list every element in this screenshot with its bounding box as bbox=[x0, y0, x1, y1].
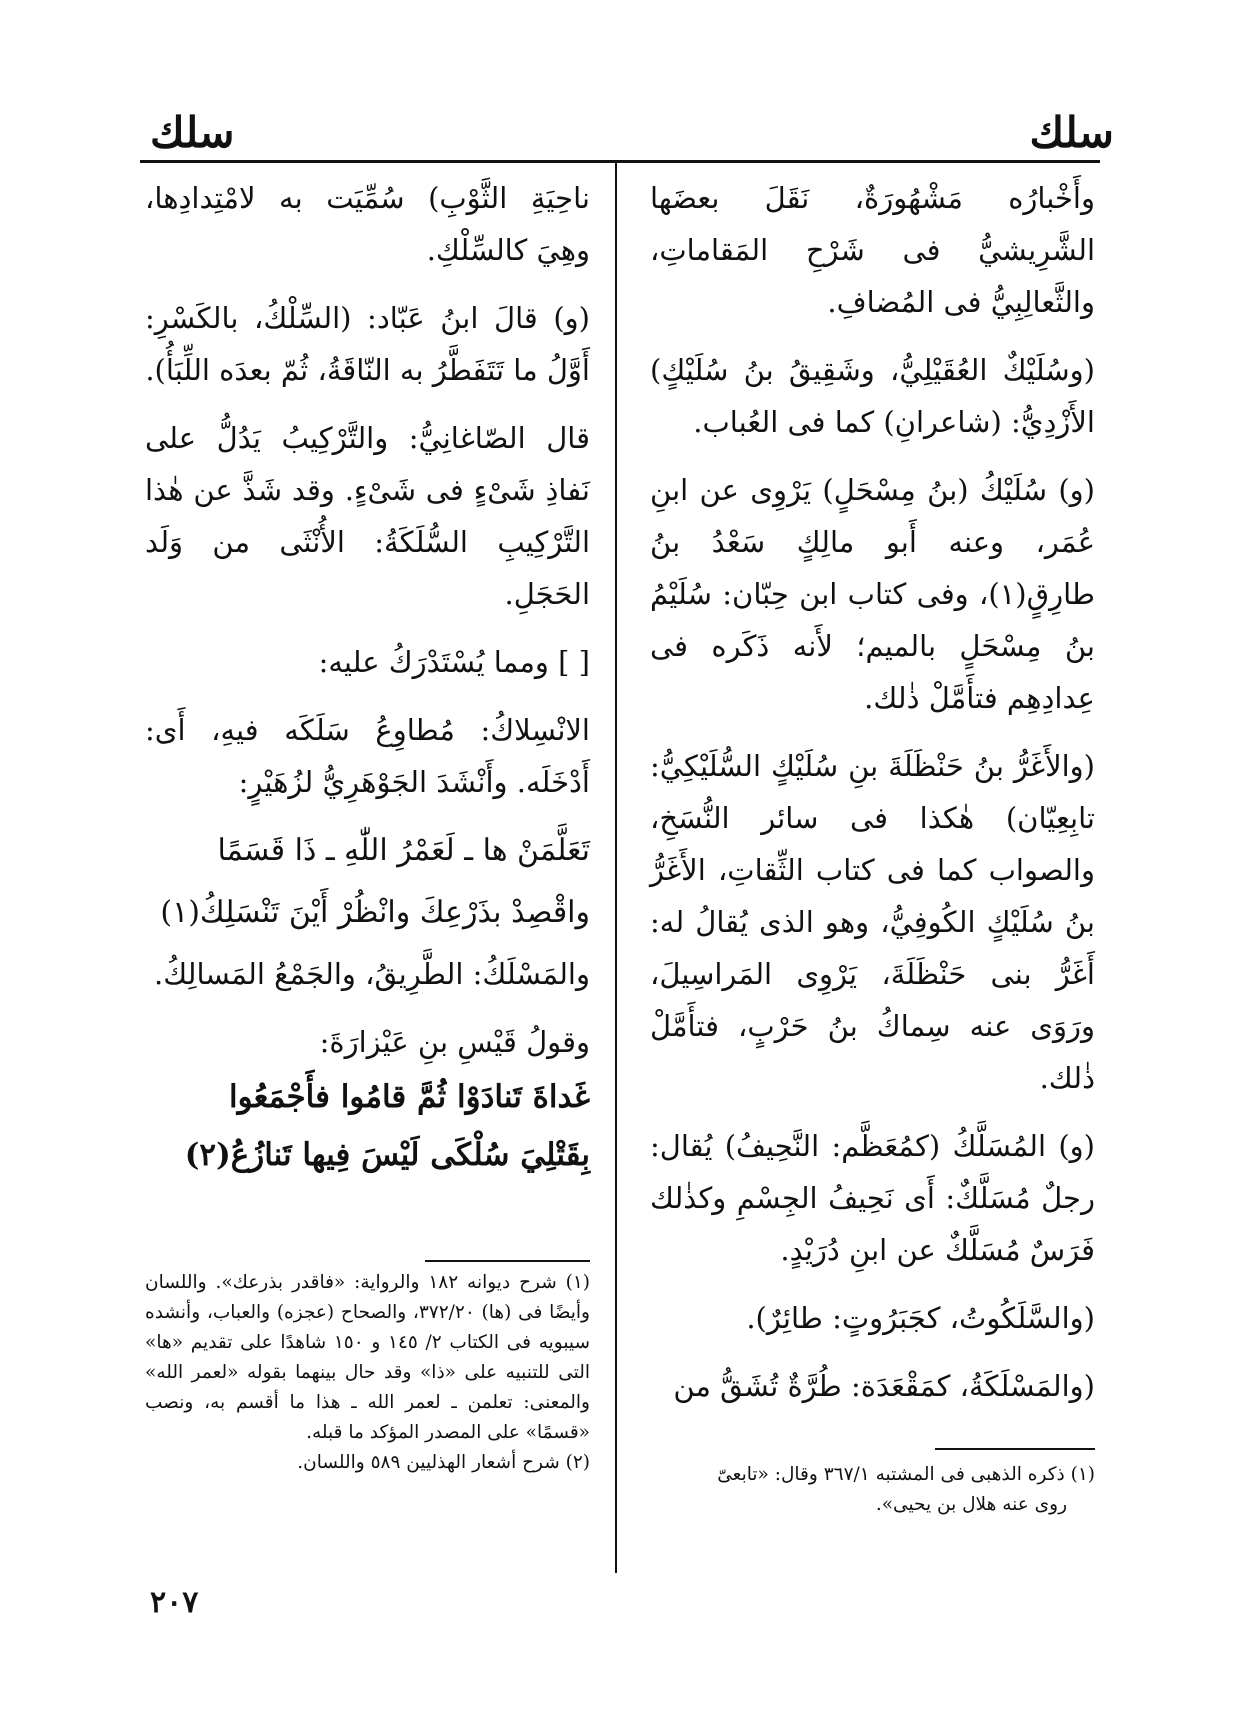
paragraph: (و) قالَ ابنُ عَبّاد: (السِّلْكُ، بالكَسْرِ: أَوَّلُ ما تَتَفَطَّرُ به النّاقَةُ، ثُمّ بعدَه اللِّبَأُ). bbox=[145, 301, 590, 387]
verse-line: واقْصِدْ بذَرْعِكَ وانْظُرْ أَيْنَ تَنْسَلِكُ(١) bbox=[160, 895, 590, 930]
page-number: ٢٠٧ bbox=[150, 1585, 199, 1620]
verse-line: بِقَتْلِيَ سُلْكَى لَيْسَ فِيها تَنازُعُ(٢) bbox=[184, 1137, 590, 1173]
right-column bbox=[650, 172, 1095, 1428]
paragraph: (وسُلَيْكٌ العُقَيْلِيُّ، وشَقِيقُ بنُ سُلَيْكٍ) الأَزْدِيُّ: (شاعرانِ) كما فى العُباب. bbox=[650, 353, 1095, 439]
footnote: (١) شرح ديوانه ١٨٢ والرواية: «فاقدر بذرعك». واللسان وأيضًا فى (ها) ٣٧٢/٢٠، والصحاح (عجزه) والعباب، وأنشده سيبويه فى الكتاب ٢/ ١٤٥ و ١٥٠ شاهدًا على تقديم «ها» التى للتنبيه على «ذا» وقد حال بينهما بقوله «لعمر الله» والمعنى: تعلمن ـ لعمر الله ـ هذا ما أقسم به، ونصب «قسمًا» على المصدر المؤكد ما قبله. bbox=[145, 1272, 590, 1443]
header-rule bbox=[140, 160, 1100, 163]
footnote: (١) ذكره الذهبى فى المشتبه ٣٦٧/١ وقال: «تابعىّ bbox=[717, 1464, 1095, 1485]
paragraph: وأَخْبارُه مَشْهُورَةٌ، نَقَلَ بعضَها الشَّرِيشيُّ فى شَرْحِ المَقاماتِ، والثَّعالِبِيُّ فى المُضافِ. bbox=[650, 181, 1095, 319]
header-entry-word-left: سلك bbox=[150, 108, 235, 157]
paragraph: (و) سُلَيْكُ (بنُ مِسْحَلٍ) يَرْوِى عن ابنِ عُمَر، وعنه أَبو مالِكٍ سَعْدُ بنُ طارِقٍ(١)، وفى كتاب ابن حِبّان: سُلَيْمُ بنُ مِسْحَلٍ بالميم؛ لأَنه ذَكَره فى عِدادِهِم فتأَمَّلْ ذٰلك. bbox=[650, 473, 1095, 715]
column-divider bbox=[615, 163, 617, 1573]
footnote-rule bbox=[425, 1260, 590, 1262]
left-column bbox=[145, 172, 590, 1184]
footnotes-left bbox=[145, 1268, 590, 1478]
paragraph: الانْسِلاكُ: مُطاوِعُ سَلَكَه فيهِ، أَى: أَدْخَلَه. وأَنْشَدَ الجَوْهَرِيُّ لزُهَيْرٍ: bbox=[145, 713, 590, 799]
verse-line: غَداةَ تَنادَوْا ثُمَّ قامُوا فأَجْمَعُوا bbox=[228, 1079, 590, 1115]
paragraph: قال الصّاغانِيُّ: والتَّرْكِيبُ يَدُلُّ على نَفاذِ شَىْءٍ فى شَىْءٍ. وقد شَذَّ عن هٰذا التَّرْكِيبِ السُّلَكَةُ: الأُنْثَى من وَلَد الحَجَلِ. bbox=[145, 421, 590, 611]
paragraph: (والأَغَرُّ بنُ حَنْظَلَةَ بنِ سُلَيْكٍ السُّلَيْكِيُّ: تابِعِيّان) هٰكذا فى سائر النُّسَخِ، والصواب كما فى كتاب الثِّقاتِ، الأَغَرُّ بنُ سُلَيْكٍ الكُوفِيُّ، وهو الذى يُقالُ له: أَغَرُّ بنى حَنْظَلَةَ، يَرْوِى المَراسِيلَ، ورَوَى عنه سِماكُ بنُ حَرْبٍ، فتأَمَّلْ ذٰلك. bbox=[650, 749, 1095, 1095]
footnote: (٢) شرح أشعار الهذليين ٥٨٩ واللسان. bbox=[297, 1452, 590, 1473]
paragraph: (والمَسْلَكَةُ، كمَقْعَدَة: طُرَّةٌ تُشَقُّ من bbox=[673, 1369, 1095, 1403]
paragraph: وقولُ قَيْسِ بنِ عَيْزارَةَ: bbox=[319, 1025, 590, 1059]
paragraph: (والسَّلَكُوتُ، كجَبَرُوتٍ: طائِرٌ). bbox=[746, 1301, 1095, 1335]
paragraph: [ ] ومما يُسْتَدْرَكُ عليه: bbox=[318, 645, 590, 679]
header-entry-word-right: سلك bbox=[1029, 108, 1114, 157]
footnote-continuation: روى عنه هلال بن يحيى». bbox=[875, 1494, 1067, 1515]
paragraph: (و) المُسَلَّكُ (كمُعَظَّم: النَّحِيفُ) يُقال: رجلٌ مُسَلَّكٌ: أَى نَحِيفُ الجِسْمِ وكذٰلك فَرَسٌ مُسَلَّكٌ عن ابنِ دُرَيْدٍ. bbox=[650, 1129, 1095, 1267]
verse-line: تَعَلَّمَنْ ها ـ لَعَمْرُ اللّٰهِ ـ ذَا قَسَمًا bbox=[217, 833, 590, 868]
paragraph: والمَسْلَكُ: الطَّرِيقُ، والجَمْعُ المَسالِكُ. bbox=[154, 957, 590, 991]
footnotes-right bbox=[650, 1460, 1095, 1520]
paragraph: ناحِيَةِ الثَّوْبِ) سُمِّيَت به لامْتِدادِها، وهِيَ كالسِّلْكِ. bbox=[145, 181, 590, 267]
footnote-rule bbox=[935, 1448, 1095, 1450]
